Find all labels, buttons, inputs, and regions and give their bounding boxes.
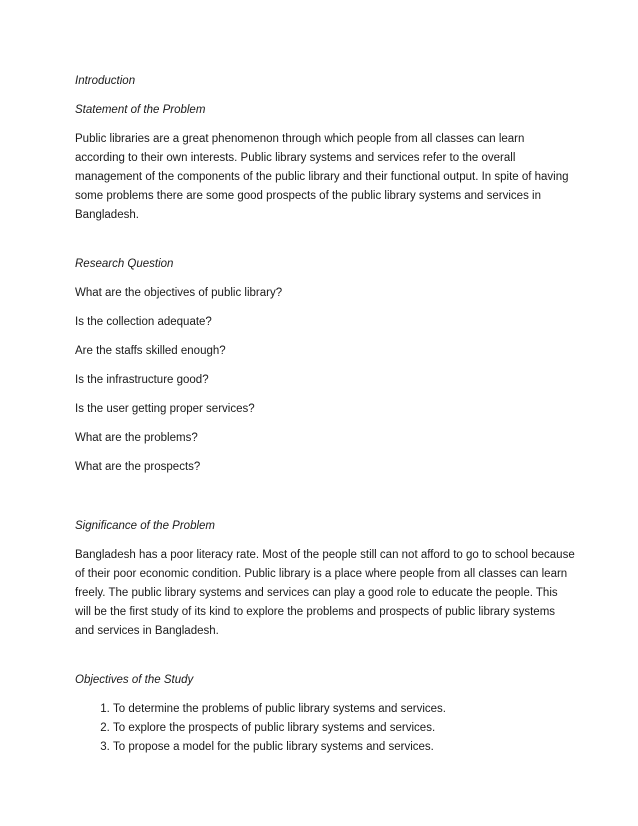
research-question-item: Is the infrastructure good?: [75, 374, 209, 386]
research-question-item: What are the problems?: [75, 432, 198, 444]
objective-item: 2. To explore the prospects of public library systems and services.: [113, 719, 575, 738]
significance-paragraph: Bangladesh has a poor literacy rate. Most of the people still can not afford to go to school because of their poor economic condition. Public library is a place where people from all classes can learn freely. The public library systems and services can play a good role to educate the people. This will be the first study of its kind to explore the problems and prospects of public library systems and services in Bangladesh.: [75, 549, 575, 637]
research-question-item: Is the user getting proper services?: [75, 403, 255, 415]
research-question-item: Are the staffs skilled enough?: [75, 345, 226, 357]
research-question-item: What are the objectives of public library?: [75, 287, 283, 299]
objectives-heading: Objectives of the Study: [75, 674, 194, 686]
introduction-heading: Introduction: [75, 75, 136, 87]
research-question-item: What are the prospects?: [75, 461, 201, 473]
research-question-item: Is the collection adequate?: [75, 316, 212, 328]
objectives-list: [75, 700, 575, 757]
significance-heading: Significance of the Problem: [75, 520, 215, 532]
statement-paragraph: Public libraries are a great phenomenon through which people from all classes can learn according to their own interests. Public library systems and services refer to the overall management of the components of the public library and their functional output. In spite of having some problems there are some good prospects of the public library systems and services in Bangladesh.: [75, 133, 569, 221]
objective-item: 3. To propose a model for the public library systems and services.: [113, 738, 575, 757]
research-question-list: [75, 284, 575, 477]
document-page: [75, 72, 575, 757]
objective-item: 1. To determine the problems of public library systems and services.: [113, 700, 575, 719]
statement-heading: Statement of the Problem: [75, 104, 206, 116]
research-question-heading: Research Question: [75, 258, 174, 270]
